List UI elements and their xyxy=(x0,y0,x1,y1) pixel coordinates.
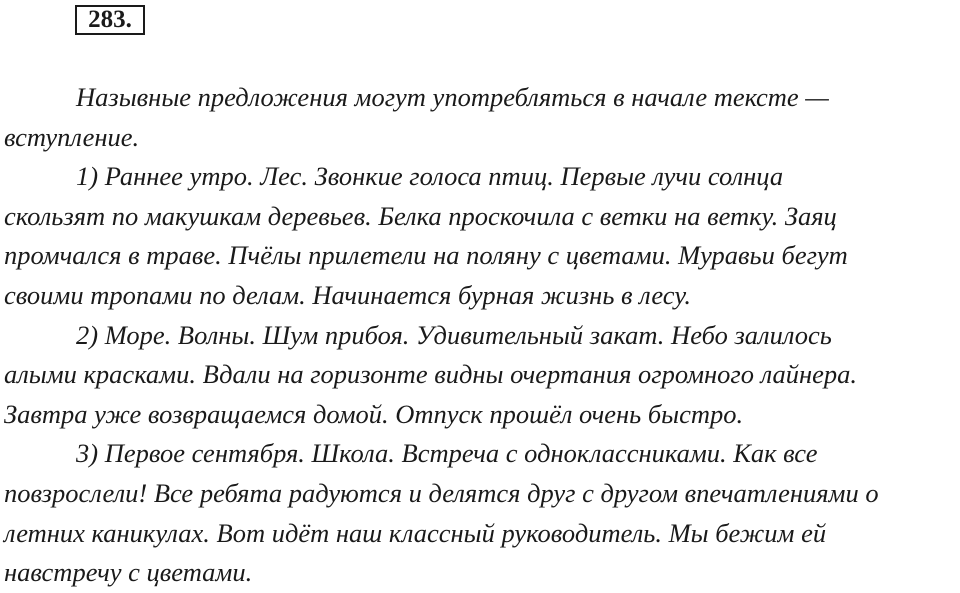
example-2-line-1: 2) Море. Волны. Шум прибоя. Удивительный закат. Небо залилось xyxy=(76,319,832,350)
text-body xyxy=(4,78,956,593)
example-1-line-2: скользят по макушкам деревьев. Белка проскочила с ветки на ветку. Заяц xyxy=(4,200,837,231)
example-3-line-3: летних каникулах. Вот идёт наш классный руководитель. Мы бежим ей xyxy=(4,517,827,548)
example-3-line-2: повзрослели! Все ребята радуются и делятся друг с другом впечатлениями о xyxy=(4,477,879,508)
example-3-line-1: 3) Первое сентября. Школа. Встреча с одноклассниками. Как все xyxy=(76,438,818,469)
intro-line-1: Назывные предложения могут употребляться в начале тексте — xyxy=(76,82,829,112)
example-1-line-1: 1) Раннее утро. Лес. Звонкие голоса птиц. Первые лучи солнца xyxy=(76,161,784,192)
exercise-number: 283. xyxy=(75,5,145,35)
example-2-line-2: алыми красками. Вдали на горизонте видны очертания огромного лайнера. xyxy=(4,359,858,390)
example-3-line-4: навстречу с цветами. xyxy=(4,557,253,588)
intro-line-2: вступление. xyxy=(4,121,140,152)
example-2-line-3: Завтра уже возвращаемся домой. Отпуск прошёл очень быстро. xyxy=(4,398,744,429)
example-1-line-4: своими тропами по делам. Начинается бурная жизнь в лесу. xyxy=(4,279,692,310)
example-1-line-3: промчался в траве. Пчёлы прилетели на поляну с цветами. Муравьи бегут xyxy=(4,240,848,271)
